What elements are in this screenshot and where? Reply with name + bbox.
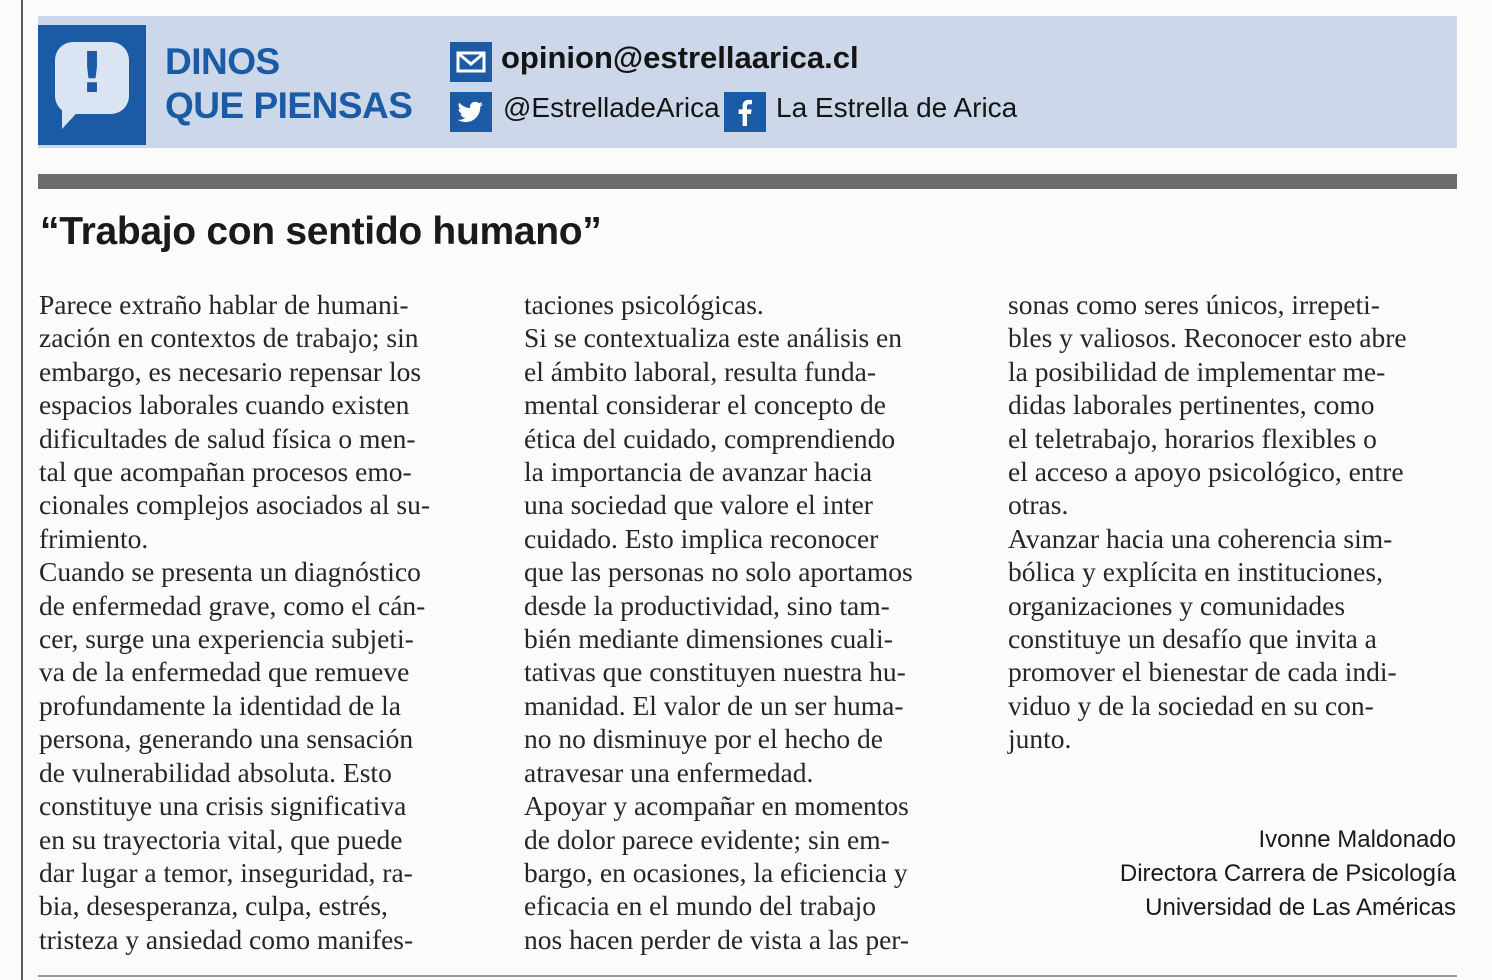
author-signature <box>1120 823 1456 925</box>
text-line: organizaciones y comunidades <box>1008 589 1346 621</box>
section-title-line1: DINOS <box>165 41 280 82</box>
section-logo: ! <box>38 25 146 145</box>
text-line: Avanzar hacia una coherencia sim- <box>1008 522 1393 554</box>
text-line: de dolor parece evidente; sin em- <box>524 823 890 855</box>
text-line: que las personas no solo aportamos <box>524 556 913 588</box>
section-title <box>165 40 412 128</box>
text-line: bién mediante dimensiones cuali- <box>524 623 893 655</box>
article-column-2 <box>524 288 994 956</box>
author-institution: Universidad de Las Américas <box>1145 894 1456 921</box>
text-line: didas laborales pertinentes, como <box>1008 389 1375 421</box>
mail-icon <box>450 42 492 82</box>
text-line: sonas como seres únicos, irrepeti- <box>1008 289 1380 320</box>
text-line: viduo y de la sociedad en su con- <box>1008 689 1374 721</box>
text-line: atravesar una enfermedad. <box>524 756 814 788</box>
text-line: eficacia en el mundo del trabajo <box>524 890 876 922</box>
text-line: bólica y explícita en instituciones, <box>1008 556 1383 588</box>
text-line: bargo, en ocasiones, la eficiencia y <box>524 856 908 888</box>
facebook-icon <box>724 92 766 132</box>
text-line: zación en contextos de trabajo; sin <box>39 322 419 354</box>
text-line: el ámbito laboral, resulta funda- <box>524 355 877 387</box>
text-line: dar lugar a temor, inseguridad, ra- <box>39 856 413 888</box>
text-line: mental considerar el concepto de <box>524 389 886 421</box>
text-line: de vulnerabilidad absoluta. Esto <box>39 756 392 788</box>
text-line: persona, generando una sensación <box>39 723 414 755</box>
contact-email[interactable]: opinion@estrellaarica.cl <box>501 40 859 75</box>
author-name: Ivonne Maldonado <box>1258 826 1456 853</box>
text-line: desde la productividad, sino tam- <box>524 589 890 621</box>
text-line: tal que acompañan procesos emo- <box>39 456 412 488</box>
text-line: cionales complejos asociados al su- <box>39 489 431 521</box>
contact-facebook[interactable]: La Estrella de Arica <box>776 92 1018 123</box>
text-line: otras. <box>1008 489 1069 521</box>
section-divider <box>38 174 1457 189</box>
text-line: bles y valiosos. Reconocer esto abre <box>1008 322 1407 354</box>
contact-twitter[interactable]: @EstrelladeArica <box>503 92 720 123</box>
text-line: Si se contextualiza este análisis en <box>524 322 903 354</box>
text-line: la importancia de avanzar hacia <box>524 456 873 488</box>
text-line: de enfermedad grave, como el cán- <box>39 589 426 621</box>
text-line: constituye un desafío que invita a <box>1008 623 1377 655</box>
twitter-icon <box>450 92 492 132</box>
text-line: ética del cuidado, comprendiendo <box>524 422 896 454</box>
text-line: taciones psicológicas. <box>524 289 764 320</box>
bottom-rule <box>38 975 1457 977</box>
text-line: cer, surge una experiencia subjeti- <box>39 623 414 655</box>
section-title-line2: QUE PIENSAS <box>165 85 413 126</box>
text-line: el acceso a apoyo psicológico, entre <box>1008 456 1404 488</box>
dinos-que-piensas-banner <box>38 16 1457 148</box>
text-line: constituye una crisis significativa <box>39 790 407 822</box>
text-line: la posibilidad de implementar me- <box>1008 355 1386 387</box>
article-column-3 <box>1008 288 1478 756</box>
text-line: el teletrabajo, horarios flexibles o <box>1008 422 1377 454</box>
text-line: frimiento. <box>39 522 149 554</box>
text-line: dificultades de salud física o men- <box>39 422 416 454</box>
text-line: junto. <box>1008 723 1072 755</box>
text-line: profundamente la identidad de la <box>39 689 401 721</box>
article-headline: “Trabajo con sentido humano” <box>40 210 602 253</box>
article-column-1 <box>39 288 509 956</box>
text-line: embargo, es necesario repensar los <box>39 355 422 387</box>
text-line: Cuando se presenta un diagnóstico <box>39 556 421 588</box>
text-line: va de la enfermedad que remueve <box>39 656 410 688</box>
text-line: nos hacen perder de vista a las per- <box>524 923 910 955</box>
text-line: en su trayectoria vital, que puede <box>39 823 403 855</box>
text-line: manidad. El valor de un ser huma- <box>524 689 904 721</box>
text-line: cuidado. Esto implica reconocer <box>524 522 879 554</box>
text-line: tativas que constituyen nuestra hu- <box>524 656 906 688</box>
text-line: una sociedad que valore el inter <box>524 489 873 521</box>
text-line: espacios laborales cuando existen <box>39 389 410 421</box>
text-line: no no disminuye por el hecho de <box>524 723 883 755</box>
left-column-rule <box>21 0 23 980</box>
text-line: Apoyar y acompañar en momentos <box>524 790 909 822</box>
text-line: bia, desesperanza, culpa, estrés, <box>39 890 388 922</box>
author-role: Directora Carrera de Psicología <box>1119 860 1456 887</box>
text-line: tristeza y ansiedad como manifes- <box>39 923 414 955</box>
text-line: promover el bienestar de cada indi- <box>1008 656 1397 688</box>
text-line: Parece extraño hablar de humani- <box>39 289 409 320</box>
